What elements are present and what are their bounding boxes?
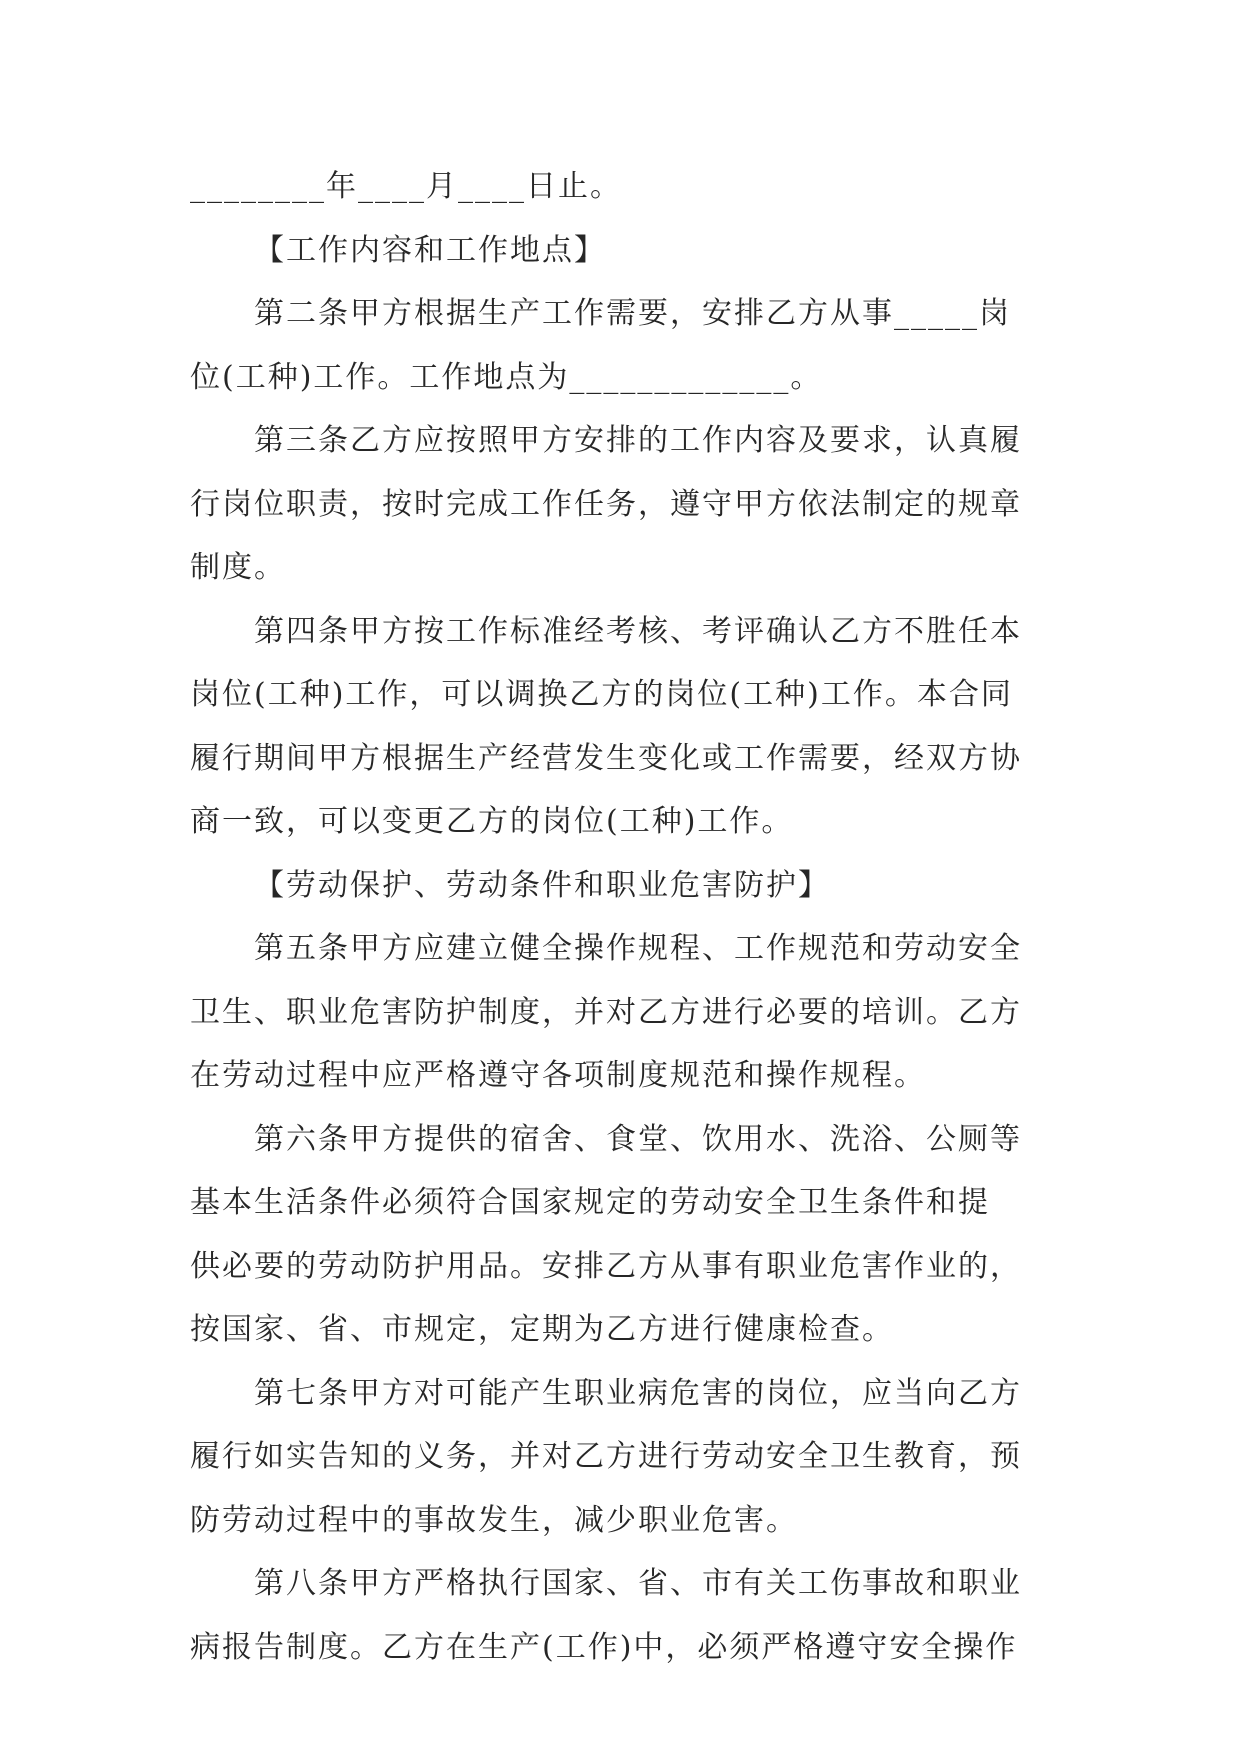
article-3-line-1: 第三条乙方应按照甲方安排的工作内容及要求，认真履	[254, 423, 1022, 458]
article-4-line-4: 商一致，可以变更乙方的岗位(工种)工作。	[190, 804, 794, 839]
article-5-line-1: 第五条甲方应建立健全操作规程、工作规范和劳动安全	[254, 931, 1022, 966]
article-4-line-2: 岗位(工种)工作，可以调换乙方的岗位(工种)工作。本合同	[190, 677, 1013, 712]
article-8-line-1: 第八条甲方严格执行国家、省、市有关工伤事故和职业	[254, 1566, 1022, 1601]
document-body	[190, 155, 1070, 1679]
article-6-line-4: 按国家、省、市规定，定期为乙方进行健康检查。	[190, 1312, 894, 1347]
article-3-line-2: 行岗位职责，按时完成工作任务，遵守甲方依法制定的规章	[190, 486, 1022, 522]
article-6-line-3: 供必要的劳动防护用品。安排乙方从事有职业危害作业的，	[190, 1248, 1022, 1284]
article-8-line-2: 病报告制度。乙方在生产(工作)中，必须严格遵守安全操作	[190, 1629, 1018, 1665]
section-heading-work-content: 【工作内容和工作地点】	[254, 232, 606, 268]
article-6-line-1: 第六条甲方提供的宿舍、食堂、饮用水、洗浴、公厕等	[254, 1121, 1022, 1157]
article-7-line-3: 防劳动过程中的事故发生，减少职业危害。	[190, 1502, 798, 1538]
article-7-line-1: 第七条甲方对可能产生职业病危害的岗位，应当向乙方	[254, 1375, 1022, 1411]
article-5-line-2: 卫生、职业危害防护制度，并对乙方进行必要的培训。乙方	[190, 994, 1022, 1030]
article-7-line-2: 履行如实告知的义务，并对乙方进行劳动安全卫生教育，预	[190, 1439, 1022, 1474]
article-6-line-2: 基本生活条件必须符合国家规定的劳动安全卫生条件和提	[190, 1185, 990, 1220]
article-2-line-1: 第二条甲方根据生产工作需要，安排乙方从事_____岗	[254, 296, 1011, 331]
section-heading-labor-protection: 【劳动保护、劳动条件和职业危害防护】	[254, 867, 830, 903]
date-end-line: ________年____月____日止。	[190, 169, 622, 204]
article-4-line-3: 履行期间甲方根据生产经营发生变化或工作需要，经双方协	[190, 740, 1022, 776]
article-5-line-3: 在劳动过程中应严格遵守各项制度规范和操作规程。	[190, 1058, 926, 1093]
article-3-line-3: 制度。	[190, 550, 286, 585]
article-2-line-2: 位(工种)工作。工作地点为_____________。	[190, 359, 823, 395]
article-4-line-1: 第四条甲方按工作标准经考核、考评确认乙方不胜任本	[254, 613, 1022, 649]
